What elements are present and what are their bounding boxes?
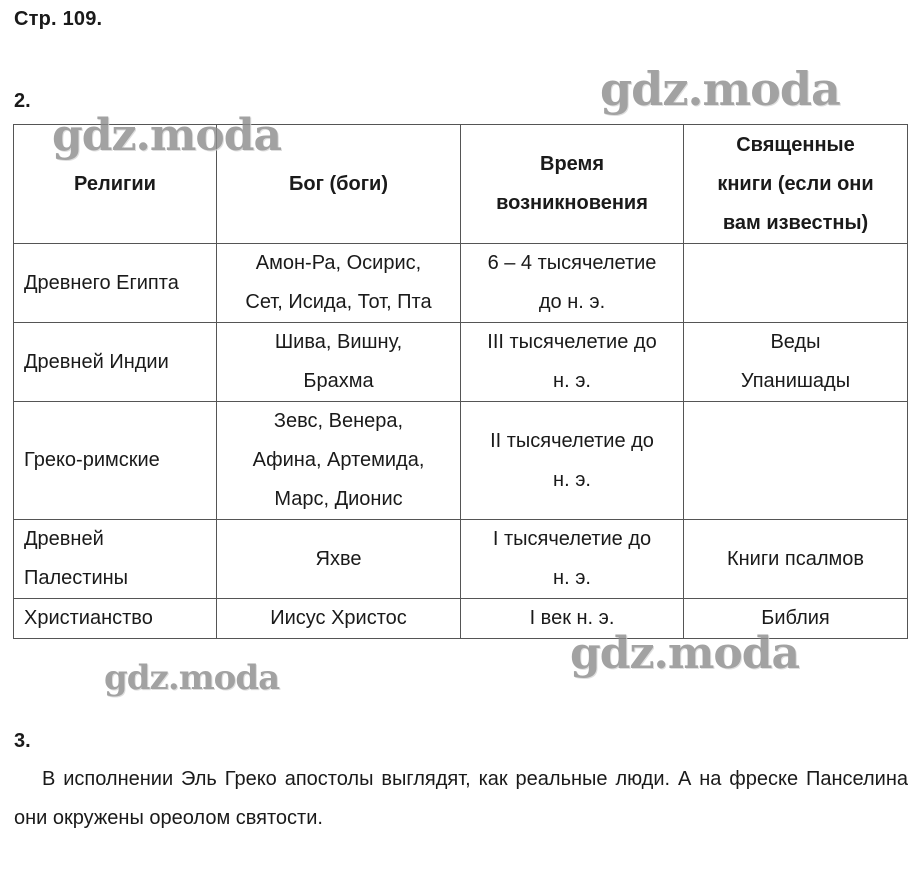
cell-sacred-books: [684, 402, 908, 520]
cell-religion: Христианство: [14, 599, 217, 639]
watermark-logo: gdz.moda: [104, 658, 280, 698]
task-2-number: 2.: [14, 90, 31, 112]
watermark-logo: gdz.moda: [570, 628, 800, 679]
page-label: Стр. 109.: [14, 8, 103, 30]
cell-religion: Древней Палестины: [14, 520, 217, 599]
religions-table: [13, 124, 908, 639]
cell-origin-time: II тысячелетие до н. э.: [461, 402, 684, 520]
cell-religion: Греко-римские: [14, 402, 217, 520]
table-row: [14, 402, 908, 520]
cell-origin-time: I тысячелетие до н. э.: [461, 520, 684, 599]
task-3-answer-text: В исполнении Эль Греко апостолы выглядят, как реальные люди. А на фреске Панселина они окружены ореолом святости.: [14, 768, 908, 829]
cell-gods: Зевс, Венера, Афина, Артемида, Марс, Дионис: [217, 402, 461, 520]
cell-gods: Шива, Вишну, Брахма: [217, 323, 461, 402]
header-gods: Бог (боги): [217, 125, 461, 244]
task-3-answer: [14, 760, 908, 838]
table-row: [14, 520, 908, 599]
cell-origin-time: I век н. э.: [461, 599, 684, 639]
watermark-logo: gdz.moda: [600, 62, 840, 116]
cell-origin-time: III тысячелетие до н. э.: [461, 323, 684, 402]
cell-sacred-books: Библия: [684, 599, 908, 639]
cell-sacred-books: Книги псалмов: [684, 520, 908, 599]
task-3-number: 3.: [14, 730, 31, 752]
header-religions: Религии: [14, 125, 217, 244]
header-origin-time: Время возникновения: [461, 125, 684, 244]
cell-sacred-books: Веды Упанишады: [684, 323, 908, 402]
table-row: [14, 323, 908, 402]
cell-sacred-books: [684, 244, 908, 323]
cell-gods: Амон-Ра, Осирис, Сет, Исида, Тот, Пта: [217, 244, 461, 323]
cell-origin-time: 6 – 4 тысячелетие до н. э.: [461, 244, 684, 323]
cell-religion: Древнего Египта: [14, 244, 217, 323]
watermark-logo: gdz.moda: [52, 110, 282, 161]
table-row: [14, 244, 908, 323]
cell-gods: Иисус Христос: [217, 599, 461, 639]
cell-gods: Яхве: [217, 520, 461, 599]
cell-religion: Древней Индии: [14, 323, 217, 402]
header-sacred-books: Священные книги (если они вам известны): [684, 125, 908, 244]
